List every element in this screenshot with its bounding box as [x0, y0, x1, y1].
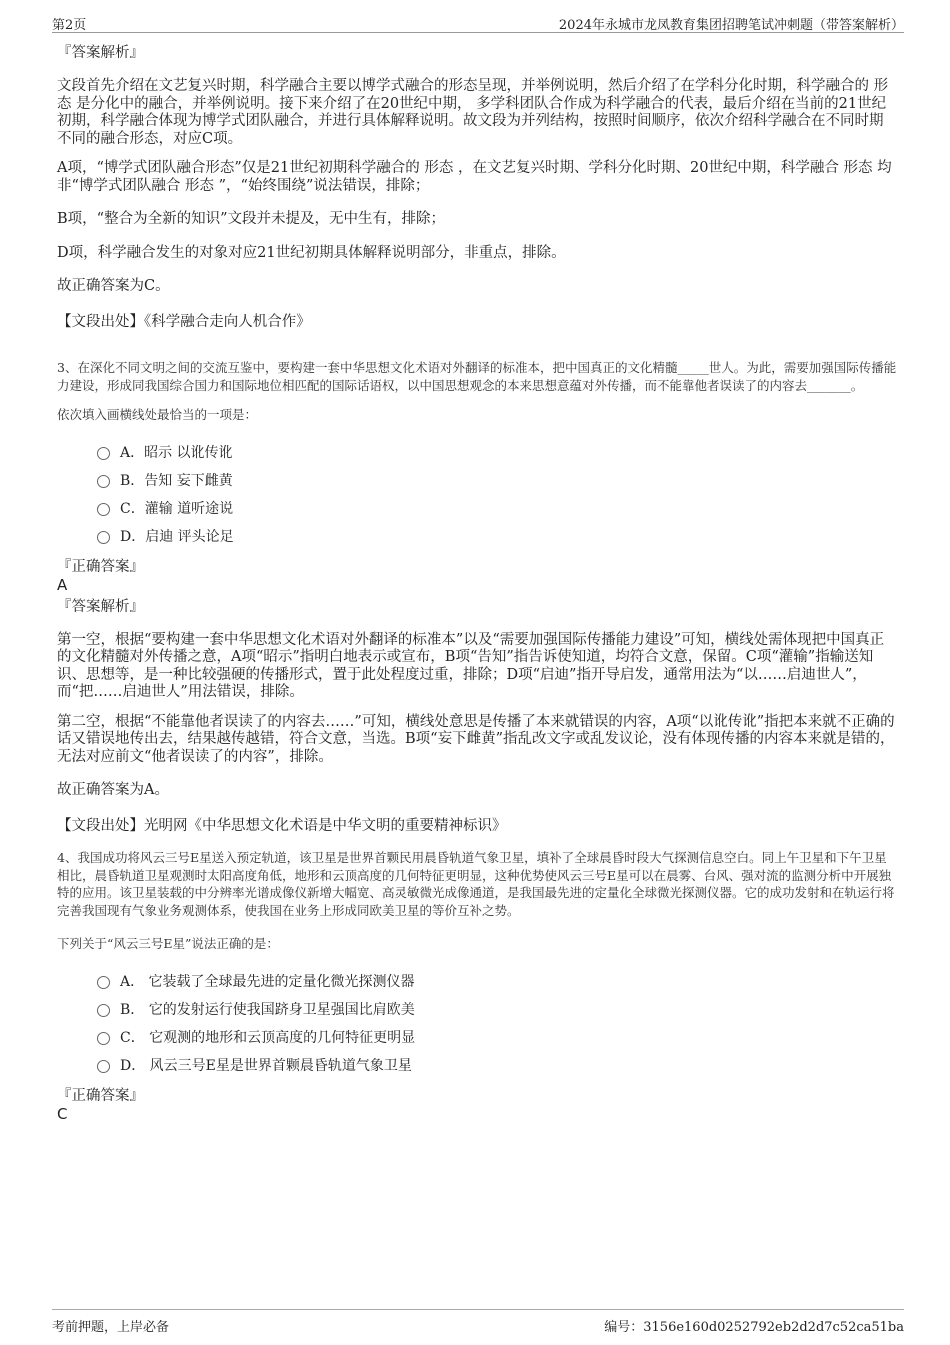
radio-icon[interactable]: [97, 1032, 110, 1045]
radio-icon[interactable]: [97, 503, 110, 516]
option-b[interactable]: B．告知 妄下雌黄: [97, 466, 897, 494]
page-header: [52, 12, 904, 33]
answer-statement: 故正确答案为A。: [57, 782, 169, 798]
option-c[interactable]: C．灌输 道听途说: [97, 494, 897, 522]
document-title: 2024年永城市龙凤教育集团招聘笔试冲刺题（带答案解析）: [558, 18, 904, 33]
option-d[interactable]: D．启迪 评头论足: [97, 522, 897, 550]
analysis-paragraph: 第一空，根据“要构建一套中华思想文化术语对外翻译的标准本”以及“需要加强国际传播能力建设”可知，横线处需体现把中国真正的文化精髓对外传播之意，A项“昭示”指明白地表示或宣布，B项“告知”指告诉使知道，均符合文意，保留。C项“灌输”指输送知识、思想等，是一种比较强硬的传播形式，置于此处程度过重，排除；D项“启迪”指开导启发，通常用法为“以……启迪世人”，而“把……启迪世人”用法错误，排除。: [57, 631, 885, 700]
analysis-paragraph: A项，“博学式团队融合形态”仅是21世纪初期科学融合的 形态 ，在文艺复兴时期、学科分化时期、20世纪中期，科学融合 形态 均非“博学式团队融合 形态 ”，“始终围绕”说法错误，排除；: [57, 160, 892, 194]
option-c[interactable]: C． 它观测的地形和云顶高度的几何特征更明显: [97, 1023, 897, 1051]
analysis-paragraph: D项，科学融合发生的对象对应21世纪初期具体解释说明部分，非重点，排除。: [57, 244, 566, 261]
option-list: [97, 438, 897, 550]
radio-icon[interactable]: [97, 447, 110, 460]
answer-statement: 故正确答案为C。: [57, 278, 170, 294]
question-prompt: 依次填入画横线处最恰当的一项是：: [57, 407, 258, 422]
source-citation: 【文段出处】《科学融合走向人机合作》: [57, 313, 311, 330]
footer-slogan: 考前押题，上岸必备: [52, 1320, 170, 1335]
radio-icon[interactable]: [97, 531, 110, 544]
radio-icon[interactable]: [97, 976, 110, 989]
question-stem: 4、我国成功将风云三号E星送入预定轨道，该卫星是世界首颗民用晨昏轨道气象卫星，填补了全球晨昏时段大气探测信息空白。同上午卫星和下午卫星相比，晨昏轨道卫星观测时太阳高度角低，地形和云顶高度的几何特征更明显，这种优势使风云三号E星可以在晨雾、台风、强对流的监测分析中开展独特的应用。该卫星装载的中分辨率光谱成像仪新增大幅宽、高灵敏微光成像通道，是我国最先进的定量化全球微光探测仪器。它的成功发射和在轨运行将完善我国现有气象业务观测体系，使我国在业务上形成同欧美卫星的等价互补之势。: [57, 850, 895, 918]
page-footer: [52, 1309, 904, 1336]
document-id: 编号：3156e160d0252792eb2d2d7c52ca51ba: [604, 1320, 904, 1335]
option-b[interactable]: B． 它的发射运行使我国跻身卫星强国比肩欧美: [97, 995, 897, 1023]
question-prompt: 下列关于“风云三号E星”说法正确的是：: [57, 936, 279, 951]
radio-icon[interactable]: [97, 475, 110, 488]
analysis-paragraph: 第二空，根据“不能靠他者误读了的内容去……”可知，横线处意思是传播了本来就错误的内容，A项“以讹传讹”指把本来就不正确的话又错误地传出去，结果越传越错，符合文意，当选。B项“妄下雌黄”指乱改文字或乱发议论，没有体现传播的内容本来就是错的，无法对应前文“他者误读了的内容”，排除。: [57, 713, 895, 765]
option-a[interactable]: A． 它装载了全球最先进的定量化微光探测仪器: [97, 967, 897, 995]
correct-answer: C: [57, 1104, 68, 1123]
answer-heading: 『正确答案』: [57, 1087, 144, 1104]
analysis-heading: 『答案解析』: [57, 598, 144, 615]
answer-heading: 『正确答案』: [57, 558, 144, 575]
source-citation: 【文段出处】光明网《中华思想文化术语是中华文明的重要精神标识》: [57, 817, 507, 834]
question-stem: 3、在深化不同文明之间的交流互鉴中，要构建一套中华思想文化术语对外翻译的标准本，把中国真正的文化精髓_____世人。为此，需要加强国际传播能力建设，形成同我国综合国力和国际地位相匹配的国际话语权，以中国思想观念的本来思想意蕴对外传播，而不能靠他者误读了的内容去_______。: [57, 360, 897, 393]
analysis-paragraph: B项，“整合为全新的知识”文段并未提及，无中生有，排除；: [57, 211, 445, 227]
option-a[interactable]: A．昭示 以讹传讹: [97, 438, 897, 466]
analysis-paragraph: 文段首先介绍在文艺复兴时期，科学融合主要以博学式融合的形态呈现，并举例说明，然后介绍了在学科分化时期，科学融合的 形态 是分化中的融合，并举例说明。接下来介绍了在20世纪中期， 多学科团队合作成为科学融合的代表，最后介绍在当前的21世纪初期，科学融合体现为博学式团队融合，并进行具体解释说明。故文段为并列结构，按照时间顺序，依次介绍科学融合在不同时期不同的融合形态，对应C项。: [57, 78, 889, 147]
page-content: [57, 44, 897, 1127]
analysis-heading: 『答案解析』: [57, 45, 144, 61]
radio-icon[interactable]: [97, 1060, 110, 1073]
page-number: 第2页: [52, 18, 87, 33]
correct-answer: A: [57, 575, 68, 594]
option-list: [97, 967, 897, 1079]
option-d[interactable]: D． 风云三号E星是世界首颗晨昏轨道气象卫星: [97, 1051, 897, 1079]
radio-icon[interactable]: [97, 1004, 110, 1017]
